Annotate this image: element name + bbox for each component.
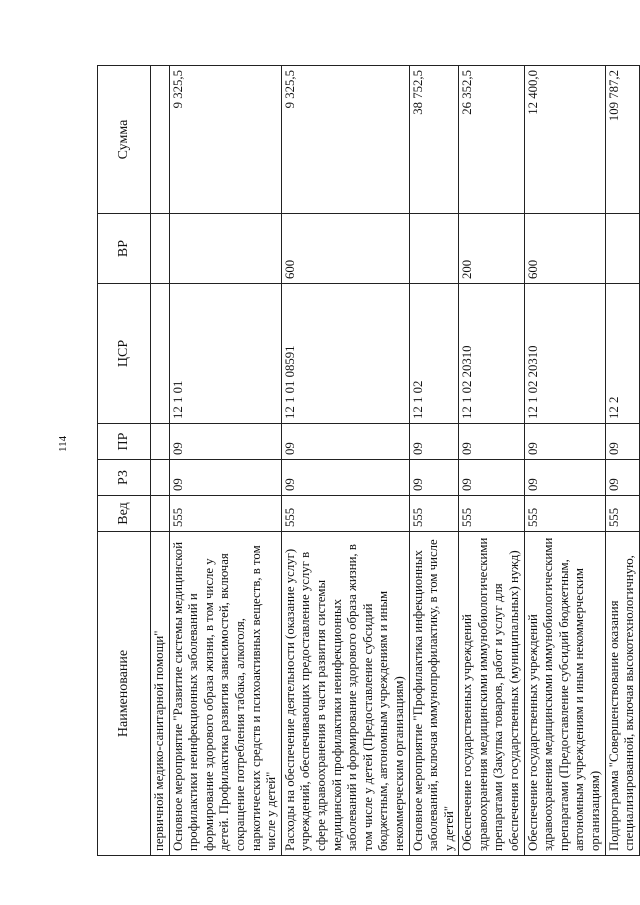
header-name: Наименование bbox=[98, 532, 151, 856]
header-ved: Вед bbox=[98, 496, 151, 532]
cell-vr: 200 bbox=[459, 214, 524, 284]
cell-name: Основное мероприятие "Развитие системы медицинской профилактики неинфекционных заболеваний и формирование здорового образа жизни, в том числе у детей. Профилактика развития зависимостей, включая сокращение потребления табака, алкоголя, наркотических средств и психоактивных веществ, в том числе у детей" bbox=[169, 532, 281, 856]
cell-sum: 12 400,0 bbox=[524, 66, 605, 214]
cell-csr: 12 1 01 08591 bbox=[281, 284, 409, 424]
table-row bbox=[409, 66, 459, 856]
cell-ved: 555 bbox=[409, 496, 459, 532]
cell-sum: 109 787,2 bbox=[605, 66, 639, 214]
cell-vr bbox=[169, 214, 281, 284]
cell-vr: 600 bbox=[281, 214, 409, 284]
table-row bbox=[281, 66, 409, 856]
cell-pr: 09 bbox=[605, 424, 639, 460]
header-row bbox=[98, 66, 151, 856]
cell-csr: 12 1 02 bbox=[409, 284, 459, 424]
cell-pr: 09 bbox=[459, 424, 524, 460]
cell-rz: 09 bbox=[281, 460, 409, 496]
cell-rz: 09 bbox=[169, 460, 281, 496]
table-row bbox=[524, 66, 605, 856]
cell-ved: 555 bbox=[459, 496, 524, 532]
cell-sum: 38 752,5 bbox=[409, 66, 459, 214]
cell-name: Расходы на обеспечение деятельности (оказание услуг) учреждений, обеспечивающих предоставление услуг в сфере здравоохранения в части развития системы медицинской профилактики неинфекционных заболеваний и формирование здорового образа жизни, в том числе у детей (Предоставление субсидий бюджетным, автономным учреждениям и иным некоммерческим организациям) bbox=[281, 532, 409, 856]
cell-pr bbox=[151, 424, 170, 460]
cell-csr bbox=[151, 284, 170, 424]
page-number: 114 bbox=[57, 435, 69, 452]
header-rz: РЗ bbox=[98, 460, 151, 496]
cell-name: Обеспечение государственных учреждений здравоохранения медицинскими иммунобиологическими препаратами (Предоставление субсидий бюджетным, автономным учреждениям и иным некоммерческим организациям) bbox=[524, 532, 605, 856]
cell-pr: 09 bbox=[409, 424, 459, 460]
cell-rz bbox=[151, 460, 170, 496]
table-row bbox=[151, 66, 170, 856]
cell-csr: 12 1 01 bbox=[169, 284, 281, 424]
cell-vr bbox=[605, 214, 639, 284]
cell-vr: 600 bbox=[524, 214, 605, 284]
cell-vr bbox=[151, 214, 170, 284]
cell-csr: 12 2 bbox=[605, 284, 639, 424]
cell-sum: 9 325,5 bbox=[281, 66, 409, 214]
cell-rz: 09 bbox=[459, 460, 524, 496]
header-vr: ВР bbox=[98, 214, 151, 284]
cell-pr: 09 bbox=[169, 424, 281, 460]
header-csr: ЦСР bbox=[98, 284, 151, 424]
header-pr: ПР bbox=[98, 424, 151, 460]
cell-csr: 12 1 02 20310 bbox=[459, 284, 524, 424]
cell-pr: 09 bbox=[524, 424, 605, 460]
cell-ved: 555 bbox=[524, 496, 605, 532]
rotated-page-content bbox=[97, 66, 637, 856]
cell-ved: 555 bbox=[169, 496, 281, 532]
budget-table bbox=[97, 65, 640, 856]
cell-sum bbox=[151, 66, 170, 214]
header-sum: Сумма bbox=[98, 66, 151, 214]
cell-sum: 9 325,5 bbox=[169, 66, 281, 214]
cell-rz: 09 bbox=[524, 460, 605, 496]
cell-name: Основное мероприятие "Профилактика инфекционных заболеваний, включая иммунопрофилактику, в том числе у детей" bbox=[409, 532, 459, 856]
cell-rz: 09 bbox=[409, 460, 459, 496]
table-row bbox=[169, 66, 281, 856]
cell-name: Подпрограмма "Совершенствование оказания специализированной, включая высокотехнологичную, bbox=[605, 532, 639, 856]
cell-ved bbox=[151, 496, 170, 532]
cell-rz: 09 bbox=[605, 460, 639, 496]
cell-csr: 12 1 02 20310 bbox=[524, 284, 605, 424]
cell-name: Обеспечение государственных учреждений здравоохранения медицинскими иммунобиологическими препаратами (Закупка товаров, работ и услуг для обеспечения государственных (муниципальных) нужд) bbox=[459, 532, 524, 856]
table-row bbox=[605, 66, 639, 856]
cell-vr bbox=[409, 214, 459, 284]
cell-ved: 555 bbox=[281, 496, 409, 532]
cell-pr: 09 bbox=[281, 424, 409, 460]
cell-ved: 555 bbox=[605, 496, 639, 532]
table-row bbox=[459, 66, 524, 856]
cell-name: первичной медико-санитарной помощи" bbox=[151, 532, 170, 856]
cell-sum: 26 352,5 bbox=[459, 66, 524, 214]
